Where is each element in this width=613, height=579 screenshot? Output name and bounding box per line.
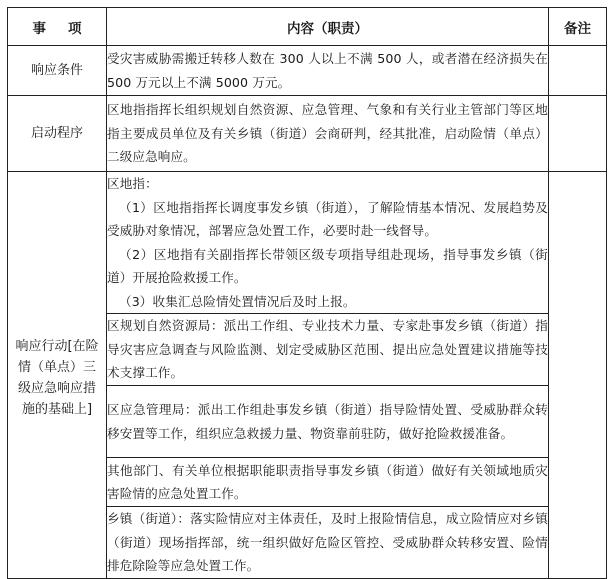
content-condition: 受灾害威胁需搬迁转移人数在 300 人以上不满 500 人，或者潜在经济损失在 500 万元以上不满 5000 万元。: [107, 46, 549, 96]
table-row-procedure: [8, 96, 607, 172]
district-title: 区地指：: [107, 176, 158, 191]
item-action: [8, 172, 107, 579]
response-plan-table: [7, 7, 607, 579]
district-point-2: （2）区地指有关副指挥长带领区级专项指导组赴现场，指导事发乡镇（街道）开展抢险救援工作。: [107, 246, 548, 285]
content-procedure: 区地指指挥长组织规划自然资源、应急管理、气象和有关行业主管部门等区地指主要成员单位及有关乡镇（街道）会商研判，经其批准，启动险情（单点）二级应急响应。: [107, 96, 549, 172]
item-condition: 响应条件: [8, 46, 107, 96]
table-row-condition: [8, 46, 607, 96]
content-action-district: [107, 172, 549, 314]
table-row-action-district: [8, 172, 607, 314]
content-action-emergency: 区应急管理局：派出工作组赴事发乡镇（街道）指导险情处置、受威胁群众转移安置等工作，组织应急救援力量、物资靠前驻防，做好抢险救援准备。: [107, 386, 549, 458]
remark-cell: [549, 96, 607, 172]
header-remark: 备注: [549, 8, 607, 46]
item-procedure: 启动程序: [8, 96, 107, 172]
district-point-1: （1）区地指指挥长调度事发乡镇（街道），了解险情基本情况、发展趋势及受威胁对象情况，部署应急处置工作，必要时赴一线督导。: [107, 199, 548, 238]
item-action-label: 响应行动[在险情（单点）三级应急响应措施的基础上]: [15, 338, 99, 417]
remark-cell: [549, 46, 607, 96]
content-action-planning: 区规划自然资源局：派出工作组、专业技术力量、专家赴事发乡镇（街道）指导灾害应急调查与风险监测、划定受威胁区范围、提出应急处置建议措施等技术支撑工作。: [107, 314, 549, 386]
header-item-b: 项: [68, 20, 82, 37]
district-point-3: （3）收集汇总险情处置情况后及时上报。: [119, 293, 356, 309]
content-action-others: 其他部门、有关单位根据职能职责指导事发乡镇（街道）做好有关领域地质灾害险情的应急处置工作。: [107, 458, 549, 507]
remark-action-cell: [549, 172, 607, 579]
header-item: [8, 8, 107, 46]
table-header-row: [8, 8, 607, 46]
header-content: 内容（职责）: [107, 8, 549, 46]
header-item-a: 事: [32, 20, 46, 37]
content-action-township: 乡镇（街道）：落实险情应对主体责任，及时上报险情信息，成立险情应对乡镇（街道）现场指挥部，统一组织做好危险区管控、受威胁群众转移安置、险情排危除险等应急处置工作。: [107, 507, 549, 579]
